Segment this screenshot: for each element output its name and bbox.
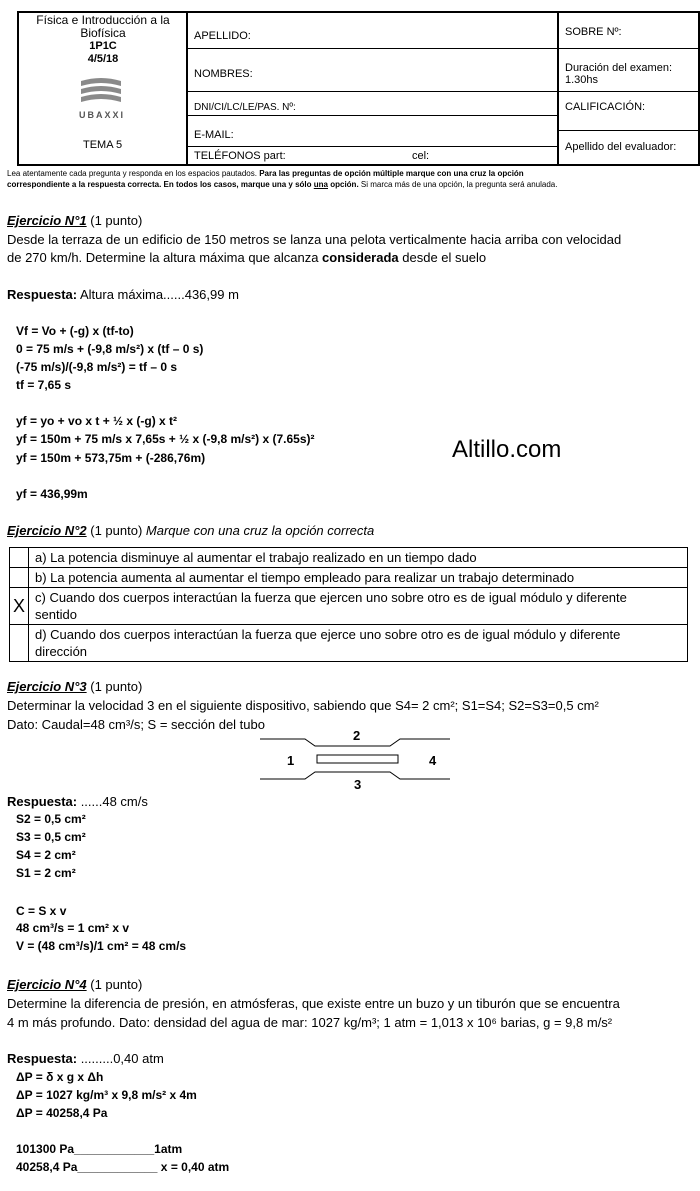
instructions-line1-b: Para las preguntas de opción múltiple marque con una cruz la opción xyxy=(259,169,524,178)
ex1-statement-2b: considerada xyxy=(322,250,399,265)
ex3-calc-line: S2 = 0,5 cm² xyxy=(16,812,86,826)
options-table xyxy=(9,547,688,662)
course-code: 1P1C xyxy=(89,40,117,52)
ex4-calc-line: 101300 Pa____________1atm xyxy=(16,1142,183,1156)
ex1-calc-line: 0 = 75 m/s + (-9,8 m/s²) x (tf – 0 s) xyxy=(16,342,204,356)
email-field[interactable]: E-MAIL: xyxy=(194,129,234,141)
ex3-heading xyxy=(7,679,142,694)
ex3-title: Ejercicio N°3 xyxy=(7,679,87,694)
ex1-answer xyxy=(7,287,239,302)
option-text-b xyxy=(29,568,688,588)
ex1-calc-line: (-75 m/s)/(-9,8 m/s²) = tf – 0 s xyxy=(16,360,178,374)
duracion-label xyxy=(565,62,672,86)
evaluador-field: Apellido del evaluador: xyxy=(565,141,677,153)
calificacion-field: CALIFICACIÓN: xyxy=(565,101,646,113)
ex1-calc-line: tf = 7,65 s xyxy=(16,378,72,392)
ex1-title: Ejercicio N°1 xyxy=(7,213,87,228)
ex1-heading xyxy=(7,213,142,228)
diagram-label-1: 1 xyxy=(287,753,295,768)
ex4-statement-2: 4 m más profundo. Dato: densidad del agua de mar: 1027 kg/m³; 1 atm = 1,013 x 10⁶ barias, g = 9,8 m/s² xyxy=(7,1015,613,1030)
instructions-line1-a: Lea atentamente cada pregunta y responda en los espacios pautados. xyxy=(7,169,260,178)
option-checkbox-d[interactable] xyxy=(10,625,29,662)
option-row-c[interactable] xyxy=(10,588,688,625)
ex1-calc-line: yf = 150m + 75 m/s x 7,65s + ½ x (-9,8 m/s²) x (7.65s)² xyxy=(16,432,315,446)
instructions-line2-d: Si marca más de una opción, la pregunta será anulada. xyxy=(358,180,558,189)
ex1-statement-2a: de 270 km/h. Determine la altura máxima que alcanza xyxy=(7,250,323,265)
ex1-answer-value: Altura máxima......436,99 m xyxy=(77,287,239,302)
cel-field[interactable]: cel: xyxy=(412,150,430,162)
sobre-field: SOBRE Nº: xyxy=(565,26,622,38)
ex3-calc-line: 48 cm³/s = 1 cm² x v xyxy=(16,921,130,935)
ex2-points: (1 punto) xyxy=(86,523,146,538)
diagram-label-4: 4 xyxy=(429,753,437,768)
ex3-statement-2: Dato: Caudal=48 cm³/s; S = sección del tubo xyxy=(7,717,265,732)
option-row-d[interactable] xyxy=(10,625,688,662)
exam-header xyxy=(17,11,700,166)
ex4-title: Ejercicio N°4 xyxy=(7,977,87,992)
option-text-c-line1: c) Cuando dos cuerpos interactúan la fuerza que ejercen uno sobre otro es de igual módulo y diferente xyxy=(35,590,627,605)
ex1-calc-line: yf = 436,99m xyxy=(16,487,88,501)
duracion-value: 1.30hs xyxy=(565,74,599,86)
option-text-d-line1: d) Cuando dos cuerpos interactúan la fuerza que ejerce uno sobre otro es de igual módulo y diferente xyxy=(35,627,621,642)
ex1-statement-2c: desde el suelo xyxy=(398,250,487,265)
ex1-statement-1: Desde la terraza de un edificio de 150 metros se lanza una pelota verticalmente hacia arriba con velocidad xyxy=(7,232,622,247)
option-text-a-line1: a) La potencia disminuye al aumentar el trabajo realizado en un tiempo dado xyxy=(35,550,477,565)
instructions-line2 xyxy=(7,180,557,190)
instructions-line2-c: opción. xyxy=(328,180,359,189)
ex4-answer xyxy=(7,1051,164,1066)
option-text-b-line1: b) La potencia aumenta al aumentar el tiempo empleado para realizar un trabajo determinado xyxy=(35,570,575,585)
ex3-answer-value: ......48 cm/s xyxy=(77,794,148,809)
option-text-c-line2: sentido xyxy=(35,607,77,622)
ex3-answer xyxy=(7,794,148,809)
duracion-label-line1: Duración del examen: xyxy=(565,62,673,74)
dni-field[interactable]: DNI/CI/LC/LE/PAS. Nº: xyxy=(194,102,296,113)
option-row-b[interactable] xyxy=(10,568,688,588)
option-text-c xyxy=(29,588,688,625)
ex3-calc-line: S1 = 2 cm² xyxy=(16,866,76,880)
ex4-calc-line: ΔP = 40258,4 Pa xyxy=(16,1106,108,1120)
option-checkbox-a[interactable] xyxy=(10,548,29,568)
option-checkbox-c[interactable]: X xyxy=(10,588,29,625)
ex4-points: (1 punto) xyxy=(86,977,143,992)
ubaxxi-logo-icon xyxy=(79,77,123,107)
option-row-a[interactable] xyxy=(10,548,688,568)
diagram-label-2: 2 xyxy=(353,728,361,743)
option-checkbox-b[interactable] xyxy=(10,568,29,588)
option-text-d xyxy=(29,625,688,662)
ex4-answer-value: .........0,40 atm xyxy=(77,1051,164,1066)
ex1-points: (1 punto) xyxy=(86,213,143,228)
apellido-field[interactable]: APELLIDO: xyxy=(194,30,251,42)
diagram-label-3: 3 xyxy=(354,777,362,792)
option-text-a xyxy=(29,548,688,568)
watermark: Altillo.com xyxy=(452,436,562,463)
ex1-calc-line: Vf = Vo + (-g) x (tf-to) xyxy=(16,324,134,338)
instructions-line1 xyxy=(7,169,524,179)
ex3-answer-label: Respuesta: xyxy=(7,794,78,809)
ex2-instruction: Marque con una cruz la opción correcta xyxy=(145,523,375,538)
ex2-heading xyxy=(7,523,374,538)
course-title-line2: Biofísica xyxy=(80,26,126,40)
course-info xyxy=(19,13,187,66)
logo-text: UBAXXI xyxy=(79,110,126,120)
ex3-calc-line: S4 = 2 cm² xyxy=(16,848,76,862)
instructions-line2-b: una xyxy=(313,180,328,189)
option-text-d-line2: dirección xyxy=(35,644,88,659)
course-title-line1: Física e Introducción a la xyxy=(36,13,170,27)
ex3-calc-line: V = (48 cm³/s)/1 cm² = 48 cm/s xyxy=(16,939,187,953)
nombres-field[interactable]: NOMBRES: xyxy=(194,68,253,80)
ex1-calc-line: yf = 150m + 573,75m + (-286,76m) xyxy=(16,451,206,465)
ex4-heading xyxy=(7,977,142,992)
tema-label: TEMA 5 xyxy=(83,139,123,151)
ex4-calc-line: 40258,4 Pa____________ x = 0,40 atm xyxy=(16,1160,230,1174)
ex2-title: Ejercicio N°2 xyxy=(7,523,87,538)
exam-date: 4/5/18 xyxy=(87,53,119,65)
ex1-answer-label: Respuesta: xyxy=(7,287,78,302)
ex1-statement-2 xyxy=(7,250,486,265)
telefonos-field[interactable]: TELÉFONOS part: xyxy=(194,150,286,162)
ex4-calc-line: ΔP = δ x g x Δh xyxy=(16,1070,104,1084)
ex4-statement-1: Determine la diferencia de presión, en atmósferas, que existe entre un buzo y un tiburón que se encuentra xyxy=(7,996,620,1011)
ex1-calc-line: yf = yo + vo x t + ½ x (-g) x t² xyxy=(16,414,178,428)
ex4-answer-label: Respuesta: xyxy=(7,1051,78,1066)
ex3-calc-line: C = S x v xyxy=(16,904,67,918)
ex4-calc-line: ΔP = 1027 kg/m³ x 9,8 m/s² x 4m xyxy=(16,1088,197,1102)
ex3-calc-line: S3 = 0,5 cm² xyxy=(16,830,86,844)
ex3-statement-1: Determinar la velocidad 3 en el siguiente dispositivo, sabiendo que S4= 2 cm²; S1=S4; S2=S3=0,5 cm² xyxy=(7,698,599,713)
ex3-points: (1 punto) xyxy=(86,679,143,694)
instructions-line2-a: correspondiente a la respuesta correcta. En todos los casos, marque una y sólo xyxy=(7,180,314,189)
